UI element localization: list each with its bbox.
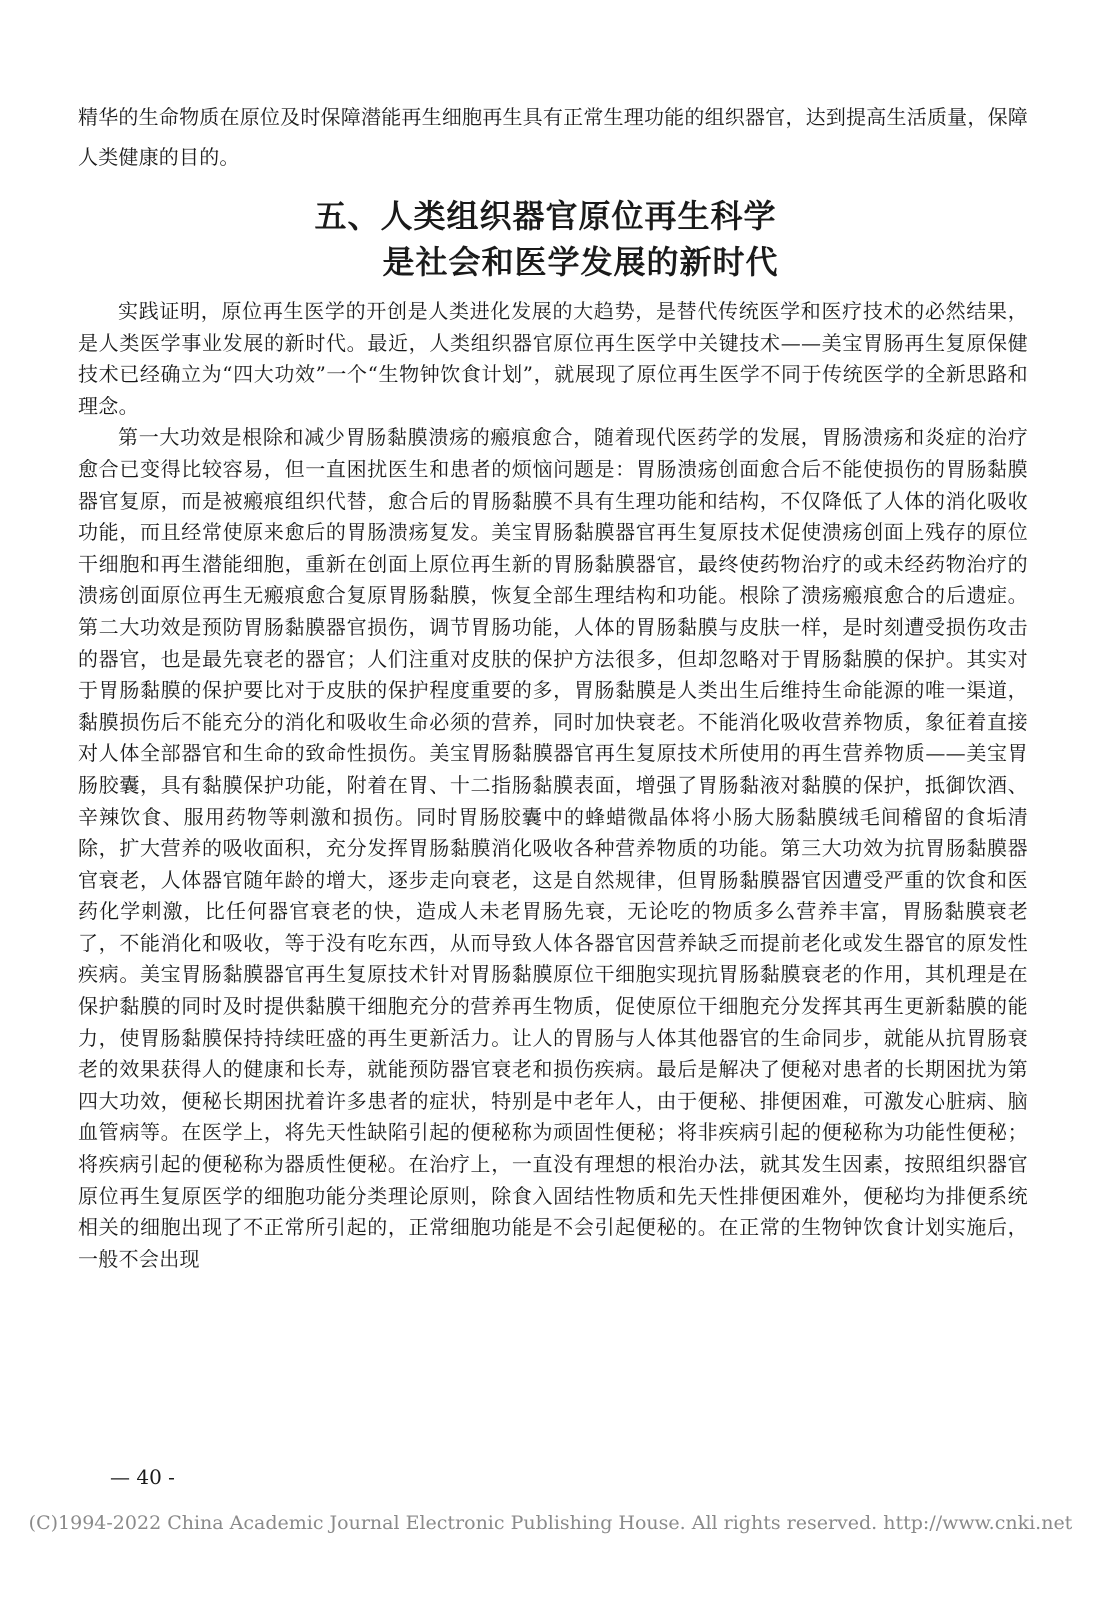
section-title-line-1: 五、人类组织器官原位再生科学 xyxy=(314,197,777,235)
body-text xyxy=(78,296,1028,1275)
intro-paragraph: 精华的生命物质在原位及时保障潜能再生细胞再生具有正常生理功能的组织器官，达到提高生活质量，保障人类健康的目的。 xyxy=(78,105,1028,169)
copyright-footer: (C)1994-2022 China Academic Journal Electronic Publishing House. All rights reserved. http://www.cnki.net xyxy=(28,1512,1073,1534)
page-number: — 40 - xyxy=(110,1465,175,1489)
paragraph: 第一大功效是根除和减少胃肠黏膜溃疡的瘢痕愈合，随着现代医药学的发展，胃肠溃疡和炎症的治疗愈合已变得比较容易，但一直困扰医生和患者的烦恼问题是：胃肠溃疡创面愈合后不能使损伤的胃肠黏膜器官复原，而是被瘢痕组织代替，愈合后的胃肠黏膜不具有生理功能和结构，不仅降低了人体的消化吸收功能，而且经常使原来愈后的胃肠溃疡复发。美宝胃肠黏膜器官再生复原技术促使溃疡创面上残存的原位干细胞和再生潜能细胞，重新在创面上原位再生新的胃肠黏膜器官，最终使药物治疗的或未经药物治疗的溃疡创面原位再生无瘢痕愈合复原胃肠黏膜，恢复全部生理结构和功能。根除了溃疡瘢痕愈合的后遗症。第二大功效是预防胃肠黏膜器官损伤，调节胃肠功能，人体的胃肠黏膜与皮肤一样，是时刻遭受损伤攻击的器官，也是最先衰老的器官；人们注重对皮肤的保护方法很多，但却忽略对于胃肠黏膜的保护。其实对于胃肠黏膜的保护要比对于皮肤的保护程度重要的多，胃肠黏膜是人类出生后维持生命能源的唯一渠道，黏膜损伤后不能充分的消化和吸收生命必须的营养，同时加快衰老。不能消化吸收营养物质，象征着直接对人体全部器官和生命的致命性损伤。美宝胃肠黏膜器官再生复原技术所使用的再生营养物质——美宝胃肠胶囊，具有黏膜保护功能，附着在胃、十二指肠黏膜表面，增强了胃肠黏液对黏膜的保护，抵御饮酒、辛辣饮食、服用药物等刺激和损伤。同时胃肠胶囊中的蜂蜡微晶体将小肠大肠黏膜绒毛间稽留的食垢清除，扩大营养的吸收面积，充分发挥胃肠黏膜消化吸收各种营养物质的功能。第三大功效为抗胃肠黏膜器官衰老，人体器官随年龄的增大，逐步走向衰老，这是自然规律，但胃肠黏膜器官因遭受严重的饮食和医药化学刺激，比任何器官衰老的快，造成人未老胃肠先衰，无论吃的物质多么营养丰富，胃肠黏膜衰老了，不能消化和吸收，等于没有吃东西，从而导致人体各器官因营养缺乏而提前老化或发生器官的原发性疾病。美宝胃肠黏膜器官再生复原技术针对胃肠黏膜原位干细胞实现抗胃肠黏膜衰老的作用，其机理是在保护黏膜的同时及时提供黏膜干细胞充分的营养再生物质，促使原位干细胞充分发挥其再生更新黏膜的能力，使胃肠黏膜保持持续旺盛的再生更新活力。让人的胃肠与人体其他器官的生命同步，就能从抗胃肠衰老的效果获得人的健康和长寿，就能预防器官衰老和损伤疾病。最后是解决了便秘对患者的长期困扰为第四大功效，便秘长期困扰着许多患者的症状，特别是中老年人，由于便秘、排便困难，可激发心脏病、脑血管病等。在医学上，将先天性缺陷引起的便秘称为顽固性便秘；将非疾病引起的便秘称为功能性便秘；将疾病引起的便秘称为器质性便秘。在治疗上，一直没有理想的根治办法，就其发生因素，按照组织器官原位再生复原医学的细胞功能分类理论原则，除食入固结性物质和先天性排便困难外，便秘均为排便系统相关的细胞出现了不正常所引起的，正常细胞功能是不会引起便秘的。在正常的生物钟饮食计划实施后，一般不会出现 xyxy=(78,425,1028,1271)
section-title xyxy=(0,193,1101,285)
section-title-line-2: 是社会和医学发展的新时代 xyxy=(382,243,779,281)
paragraph: 实践证明，原位再生医学的开创是人类进化发展的大趋势，是替代传统医学和医疗技术的必然结果，是人类医学事业发展的新时代。最近，人类组织器官原位再生医学中关键技术——美宝胃肠再生复原保健技术已经确立为“四大功效”一个“生物钟饮食计划”，就展现了原位再生医学不同于传统医学的全新思路和理念。 xyxy=(78,299,1028,418)
